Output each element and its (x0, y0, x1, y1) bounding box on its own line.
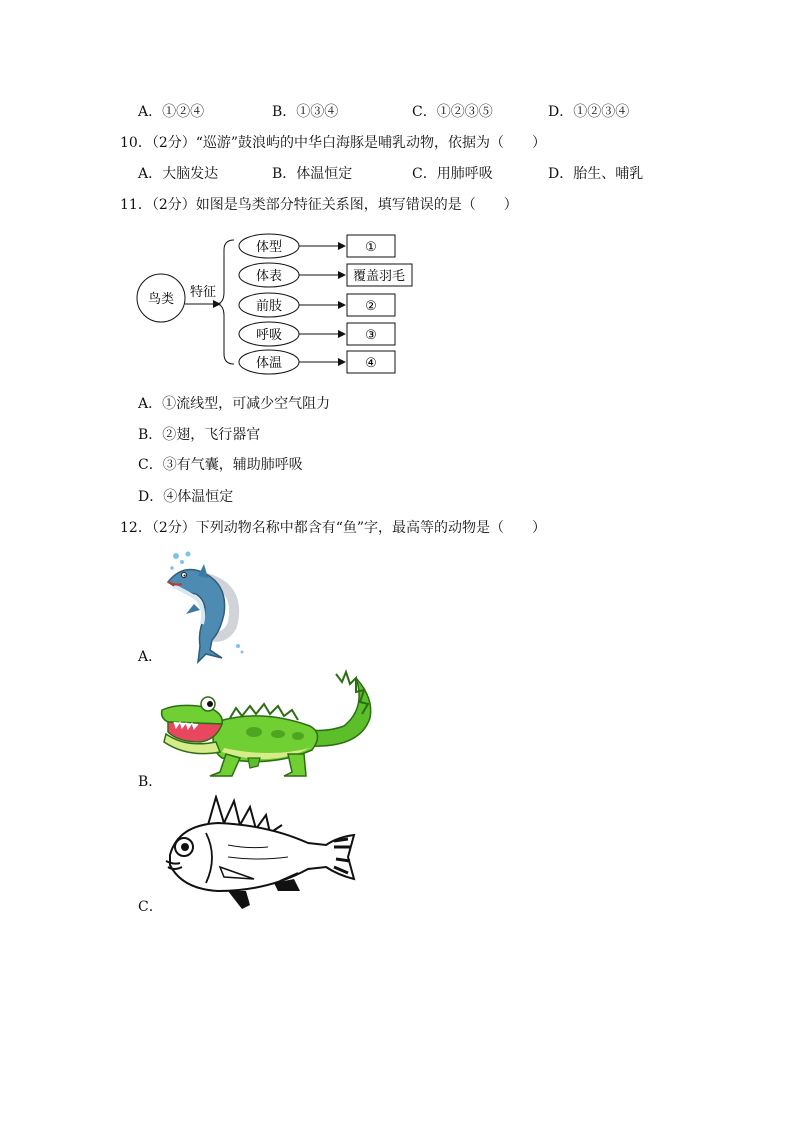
q12-stem: 12．（2分）下列动物名称中都含有“鱼”字，最高等的动物是（ ） (120, 520, 547, 536)
q9-option-b[interactable]: B．①③④ (272, 104, 339, 120)
feature-label: 呼吸 (255, 328, 283, 343)
q9-option-a[interactable]: A．①②④ (138, 104, 205, 120)
q11-stem: 11．（2分）如图是鸟类部分特征关系图，填写错误的是（ ） (120, 197, 518, 213)
feature-row-5 (239, 350, 395, 374)
q11-option-b[interactable]: B．②翅，飞行器官 (138, 427, 261, 443)
result-label: ① (365, 240, 377, 255)
crocodile-image[interactable] (160, 668, 382, 784)
q10-option-d[interactable]: D．胎生、哺乳 (548, 166, 644, 182)
feature-label: 前肢 (255, 299, 283, 314)
result-label: 覆盖羽毛 (352, 269, 406, 284)
q12-option-c-label[interactable]: C． (138, 899, 163, 915)
q10-stem: 10．（2分）“巡游”鼓浪屿的中华白海豚是哺乳动物，依据为（ ） (120, 135, 547, 151)
q11-option-c[interactable]: C．③有气囊，辅助肺呼吸 (138, 457, 303, 473)
feature-row-2 (239, 263, 412, 287)
feature-label: 体表 (255, 269, 283, 284)
q9-option-c[interactable]: C．①②③⑤ (412, 104, 493, 120)
feature-row-1 (239, 234, 395, 258)
q11-option-a[interactable]: A．①流线型，可减少空气阻力 (138, 396, 331, 412)
q10-option-c[interactable]: C．用肺呼吸 (412, 166, 493, 182)
dolphin-image[interactable] (158, 548, 250, 664)
fish-image[interactable] (158, 795, 358, 911)
result-label: ② (365, 299, 377, 314)
q10-option-b[interactable]: B．体温恒定 (272, 166, 353, 182)
q10-option-a[interactable]: A．大脑发达 (138, 166, 219, 182)
q11-option-d[interactable]: D．④体温恒定 (138, 489, 234, 505)
feature-label: 体温 (255, 356, 283, 371)
feature-row-4 (239, 322, 395, 346)
result-label: ④ (365, 356, 377, 371)
brace (218, 240, 234, 364)
bird-feature-diagram (134, 226, 424, 386)
feature-row-3 (239, 293, 395, 317)
feature-label: 体型 (255, 240, 283, 255)
q12-option-a-label[interactable]: A． (138, 649, 163, 665)
edge-label: 特征 (190, 285, 217, 300)
q9-option-d[interactable]: D．①②③④ (548, 104, 630, 120)
q12-option-b-label[interactable]: B． (138, 774, 163, 790)
result-label: ③ (365, 328, 377, 343)
root-label: 鸟类 (147, 292, 175, 307)
